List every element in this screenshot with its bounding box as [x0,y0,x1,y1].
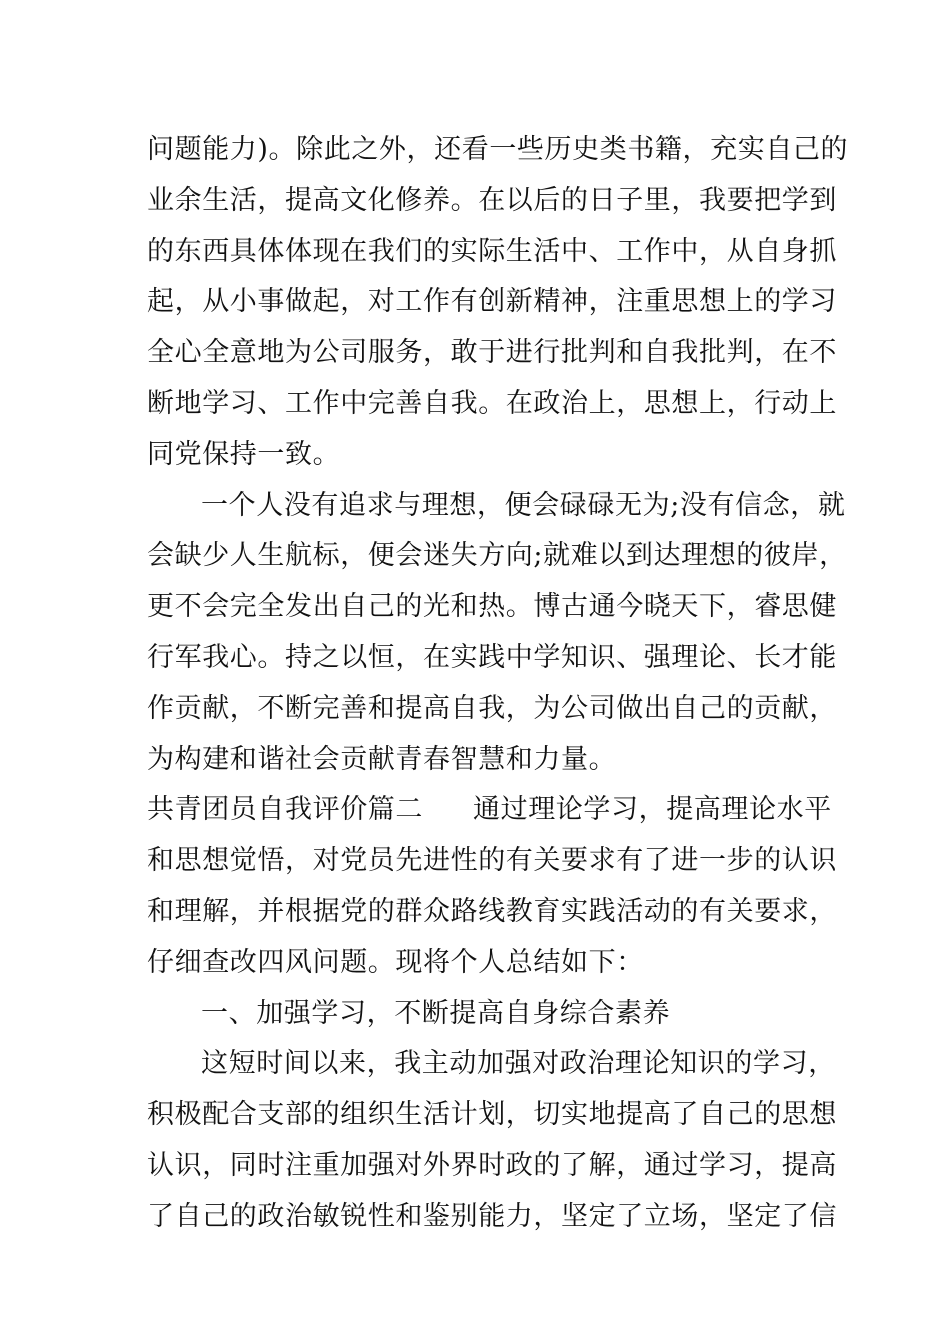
subheading: 一、加强学习，不断提高自身综合素养 [201,997,671,1029]
text-line: 业余生活，提高文化修养。在以后的日子里，我要把学到 [147,184,837,216]
text-line: 仔细查改四风问题。现将个人总结如下： [147,946,644,978]
text-line: 全心全意地为公司服务，敢于进行批判和自我批判，在不 [147,337,837,369]
text-line: 这短时间以来，我主动加强对政治理论知识的学习， [201,1048,836,1080]
text-line: 通过理论学习，提高理论水平 [473,794,832,826]
text-line: 起，从小事做起，对工作有创新精神，注重思想上的学习 [147,286,837,318]
text-line: 作贡献，不断完善和提高自我，为公司做出自己的贡献， [147,692,837,724]
text-line: 了自己的政治敏锐性和鉴别能力，坚定了立场，坚定了信 [147,1200,837,1232]
text-line: 的东西具体体现在我们的实际生活中、工作中，从自身抓 [147,235,837,267]
text-line: 断地学习、工作中完善自我。在政治上，思想上，行动上 [147,387,837,419]
text-line: 一个人没有追求与理想，便会碌碌无为;没有信念，就 [201,489,846,521]
text-line: 问题能力)。除此之外，还看一些历史类书籍，充实自己的 [147,134,849,165]
text-line: 积极配合支部的组织生活计划，切实地提高了自己的思想 [147,1099,837,1131]
text-line: 会缺少人生航标，便会迷失方向;就难以到达理想的彼岸， [147,540,847,572]
text-line: 同党保持一致。 [147,438,341,470]
document-body [147,125,849,1243]
section-heading: 共青团员自我评价篇二 [147,794,423,826]
text-line: 和思想觉悟，对党员先进性的有关要求有了进一步的认识 [147,845,837,877]
text-line: 更不会完全发出自己的光和热。博古通今晓天下，睿思健 [147,591,837,623]
section-heading-line [147,785,832,836]
text-line: 认识，同时注重加强对外界时政的了解，通过学习，提高 [147,1149,837,1181]
text-line: 行军我心。持之以恒，在实践中学知识、强理论、长才能 [147,641,837,673]
text-line: 和理解，并根据党的群众路线教育实践活动的有关要求， [147,895,837,927]
text-line: 为构建和谐社会贡献青春智慧和力量。 [147,743,617,775]
